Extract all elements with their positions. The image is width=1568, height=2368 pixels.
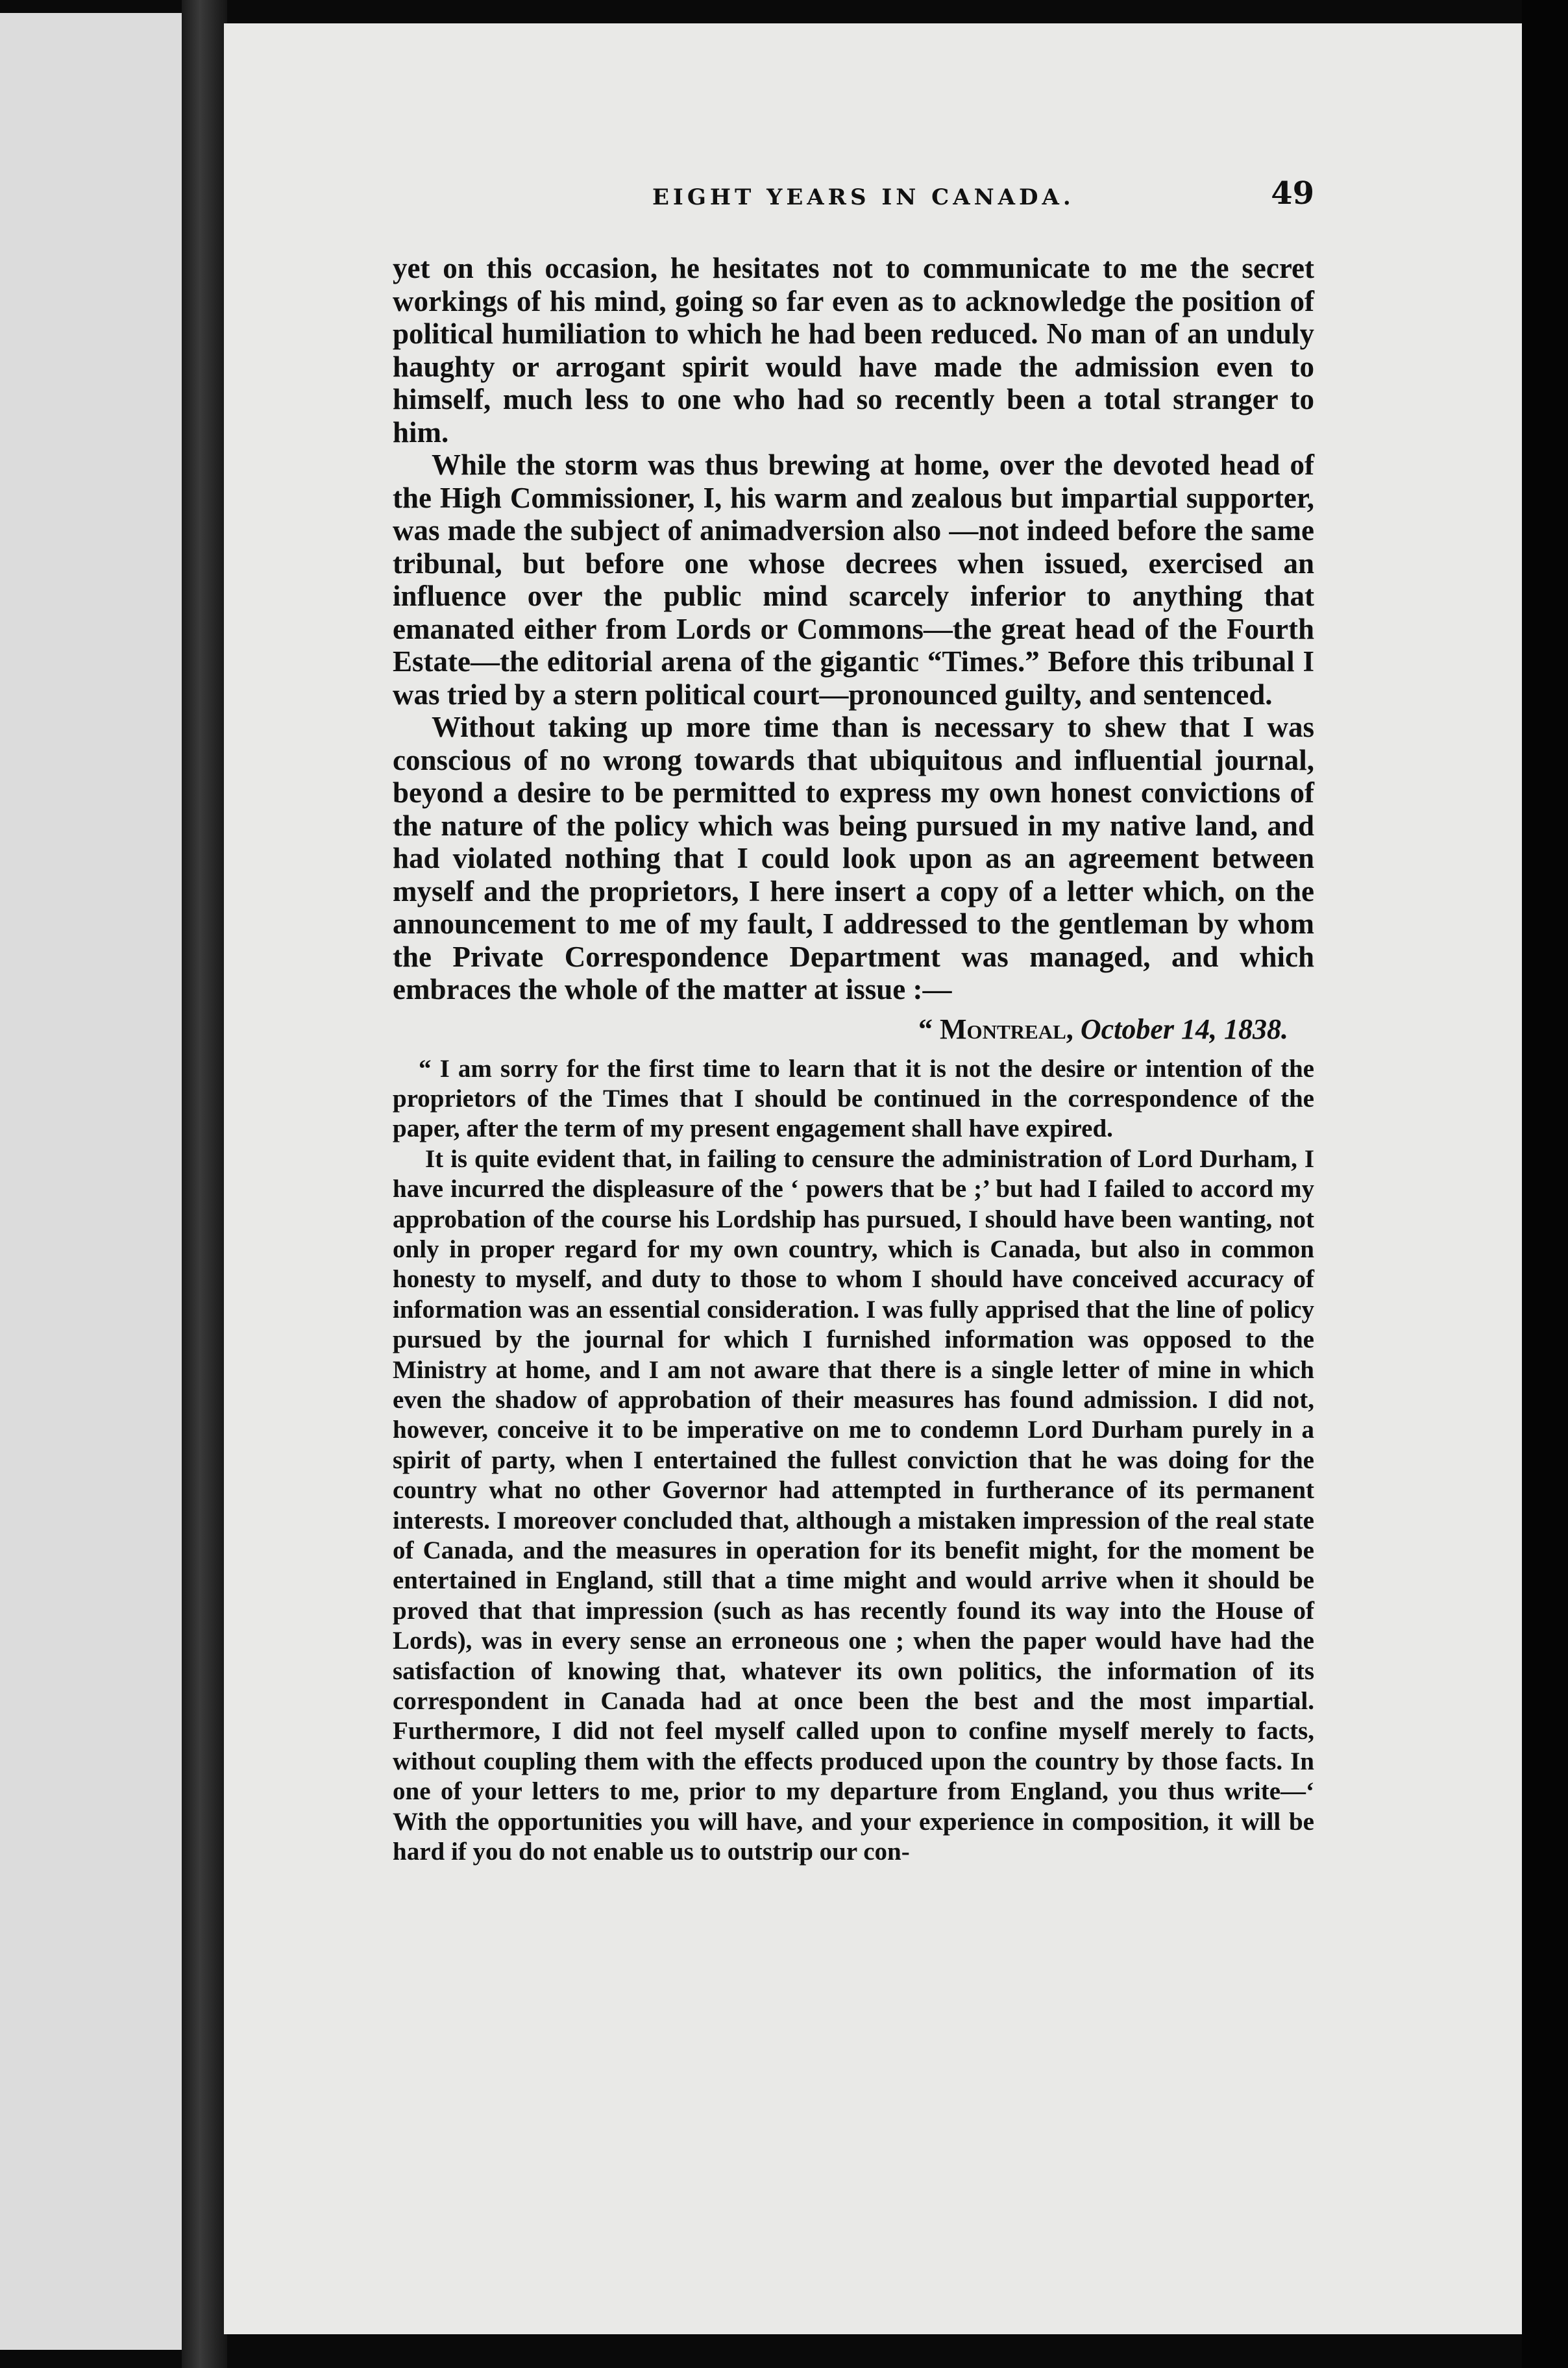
body-paragraph: While the storm was thus brewing at home, over the devoted head of the High Commissioner, I, his warm and zealous but impartial supporter, was made the subject of animadversion also —not indeed before the same tribunal, but before one whose decrees when issued, exercised an influence over the public mind scarcely inferior to anything that emanated either from Lords or Commons—the great head of the Fourth Estate—the editorial arena of the gigantic “Times.” Before this tribunal I was tried by a stern political court—pronounced guilty, and sentenced. bbox=[393, 449, 1314, 711]
letter-paragraph: It is quite evident that, in failing to censure the administration of Lord Durham, I have incurred the displeasure of the ‘ powers that be ;’ but had I failed to accord my approbation of the course his Lordship has pursued, I should have been wanting, not only in proper regard for my own country, which is Canada, but also in common honesty to myself, and duty to those to whom I should have conceived accuracy of information was an essential consideration. I was fully apprised that the line of policy pursued by the journal for which I furnished information was opposed to the Ministry at home, and I am not aware that there is a single letter of mine in which even the shadow of approbation of their measures has found admission. I did not, however, conceive it to be imperative on me to condemn Lord Durham purely in a spirit of party, when I entertained the fullest conviction that he was doing for the country what no other Governor had attempted in furtherance of its permanent interests. I moreover concluded that, although a mistaken impression of the real state of Canada, and the measures in operation for its benefit might, for the moment be entertained in England, still that a time might and would arrive when it should be proved that that impression (such as has recently found its way into the House of Lords), was in every sense an erroneous one ; when the paper would have had the satisfaction of knowing that, whatever its own politics, the information of its correspondent in Canada had at once been the best and the most impartial. Furthermore, I did not feel myself called upon to confine myself merely to facts, without coupling them with the effects produced upon the country by those facts. In one of your letters to me, prior to my departure from England, you thus write—‘ With the opportunities you will have, and your experience in composition, it will be hard if you do not enable us to outstrip our con- bbox=[393, 1144, 1314, 1866]
page-header bbox=[393, 171, 1314, 223]
scan-border bbox=[1522, 0, 1568, 2368]
dateline-date: October 14, 1838. bbox=[1080, 1013, 1288, 1045]
page-text bbox=[393, 252, 1314, 1867]
body-paragraph: yet on this occasion, he hesitates not to communicate to me the secret workings of his mind, going so far even as to acknowledge the position of political humiliation to which he had been reduced. No man of an unduly haughty or arrogant spirit would have made the admission even to himself, much less to one who had so recently been a total stranger to him. bbox=[393, 252, 1314, 449]
book-spine-gutter bbox=[182, 0, 227, 2368]
dateline-place: “ Montreal, bbox=[918, 1013, 1073, 1045]
letter-dateline bbox=[393, 1013, 1314, 1046]
page-number: 49 bbox=[1271, 175, 1314, 212]
body-paragraph: Without taking up more time than is necessary to shew that I was conscious of no wrong towards that ubiquitous and influential journal, beyond a desire to be permitted to express my own honest convictions of the nature of the policy which was being pursued in my native land, and had violated nothing that I could look upon as an agreement between myself and the proprietors, I here insert a copy of a letter which, on the announcement to me of my fault, I addressed to the gentleman by whom the Private Correspondence Department was managed, and which embraces the whole of the matter at issue :— bbox=[393, 711, 1314, 1005]
letter-paragraph: “ I am sorry for the first time to learn that it is not the desire or intention of the proprietors of the Times that I should be continued in the correspondence of the paper, after the term of my present engagement shall have expired. bbox=[393, 1054, 1314, 1143]
previous-page-edge bbox=[0, 13, 195, 2350]
running-head: EIGHT YEARS IN CANADA. bbox=[652, 184, 1075, 210]
